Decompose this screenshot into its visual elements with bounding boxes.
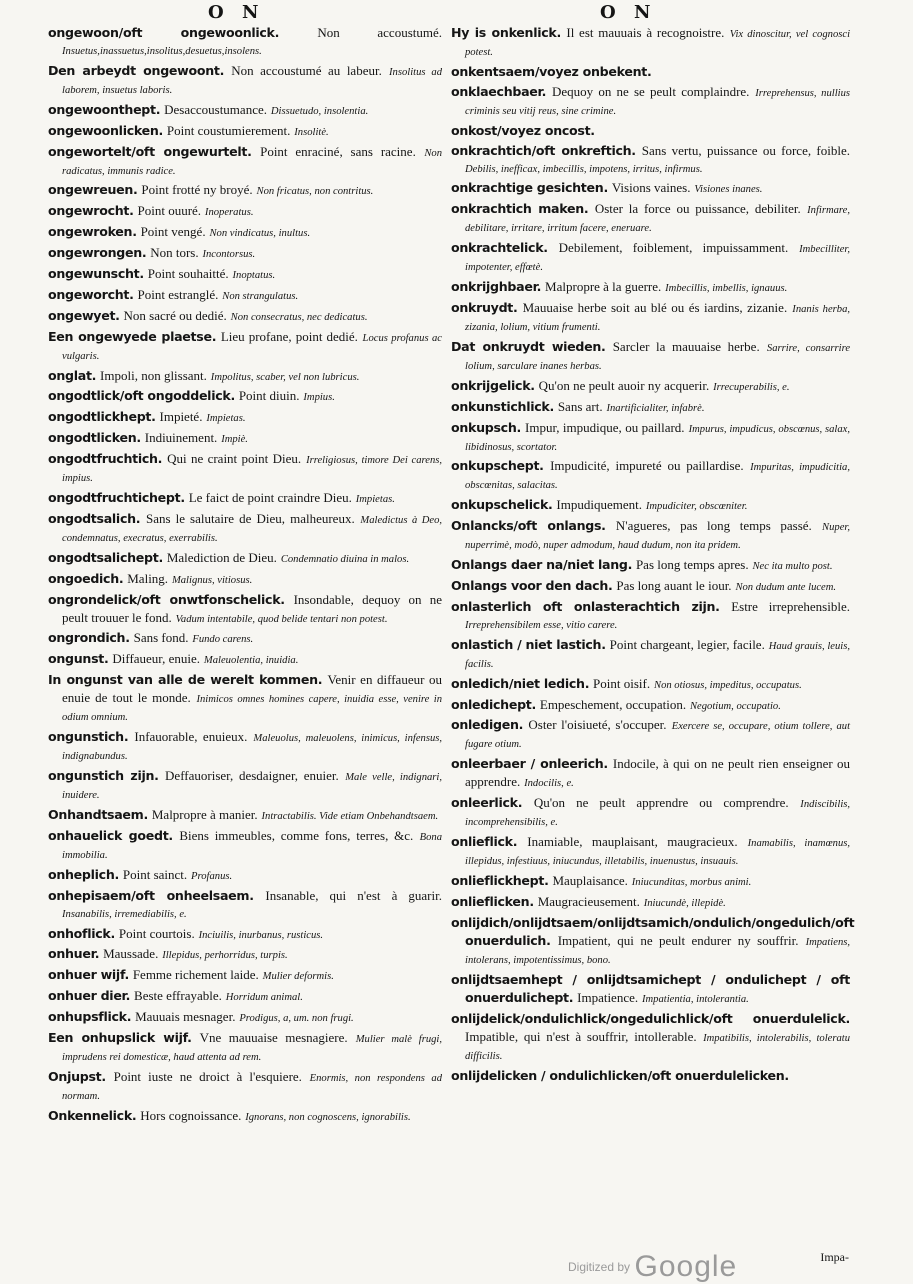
- latin-gloss: Impietas.: [206, 413, 246, 425]
- french-gloss: Non accoustumé au labeur.: [231, 62, 382, 78]
- dictionary-entry: [451, 716, 850, 753]
- headword: ongoedich.: [48, 570, 124, 586]
- headword: ongewunscht.: [48, 266, 144, 282]
- latin-gloss: Insolitè.: [294, 126, 329, 138]
- french-gloss: Indiuinement.: [144, 430, 218, 446]
- headword: ongewreuen.: [48, 182, 138, 198]
- headword: onhuer dier.: [48, 988, 131, 1004]
- latin-gloss: Impolitus, scaber, vel non lubricus.: [210, 371, 360, 383]
- headword: ongrondelick/oft onwtfonschelick.: [48, 591, 285, 607]
- latin-gloss: Impatientia, intolerantia.: [642, 993, 749, 1005]
- latin-gloss: Non consecratus, nec dedicatus.: [230, 311, 368, 323]
- dictionary-entry: [48, 728, 442, 765]
- dictionary-entry: [451, 24, 850, 61]
- headword: ongunstich zijn.: [48, 768, 159, 784]
- dictionary-entry: [451, 971, 850, 1008]
- headword: onkruydt.: [451, 300, 518, 316]
- dictionary-entry: [451, 914, 855, 969]
- dictionary-entry: [48, 945, 442, 964]
- latin-gloss: Impatibilis, intolerabilis, toleratu difficilis.: [465, 1032, 850, 1062]
- french-gloss: Oster l'oisiueté, s'occuper.: [528, 717, 667, 733]
- latin-gloss: Inanis herba, zizania, lolium, vitium frumenti.: [465, 304, 851, 334]
- latin-gloss: Non dudum ante lucem.: [735, 582, 837, 594]
- french-gloss: Impatient, qui ne peult endurer ny souffrir.: [557, 932, 799, 948]
- french-gloss: Point frotté ny broyé.: [141, 182, 253, 198]
- french-gloss: Lieu profane, point dedié.: [220, 328, 358, 344]
- latin-gloss: Impiè.: [221, 434, 248, 446]
- french-gloss: Impatible, qui n'est à souffrir, intollerable.: [465, 1028, 697, 1044]
- dictionary-entry: [48, 265, 442, 284]
- dictionary-entry: [451, 377, 850, 396]
- dictionary-entry: [48, 307, 442, 326]
- french-gloss: Point estranglé.: [137, 286, 219, 302]
- dictionary-entry: [48, 887, 442, 923]
- dictionary-entry: [451, 457, 850, 494]
- headword: onkrachtige gesichten.: [451, 180, 608, 196]
- dictionary-entry: [48, 244, 442, 263]
- dictionary-entry: [48, 202, 442, 221]
- latin-gloss: Intractabilis. Vide etiam Onbehandtsaem.: [261, 810, 439, 822]
- dictionary-entry: [48, 286, 442, 305]
- dictionary-entry: [451, 83, 850, 120]
- latin-gloss: Malignus, vitiosus.: [171, 574, 253, 586]
- headword: onklaechbaer.: [451, 83, 547, 99]
- dictionary-entry: [48, 510, 442, 547]
- latin-gloss: Condemnatio diuina in malos.: [280, 553, 410, 565]
- headword: ongewoon/oft ongewoonlick.: [48, 25, 280, 40]
- latin-gloss: Exercere se, occupare, otium tollere, aut fugare otium.: [465, 721, 851, 751]
- dictionary-entry: [451, 239, 850, 276]
- headword: onlijdelick/ondulichlick/ongedulichlick/oft onuerdulelick.: [451, 1010, 850, 1026]
- dictionary-entry: [48, 367, 442, 386]
- dictionary-entry: [48, 387, 442, 406]
- latin-gloss: Mulier malè frugi, imprudens rei domesticæ, haud attenta ad rem.: [62, 1033, 443, 1063]
- headword: onlijdich/onlijdtsaem/onlijdtsamich/ondulich/ongedulich/oft onuerdulich.: [451, 914, 855, 948]
- headword: onlastich / niet lastich.: [451, 636, 606, 652]
- dictionary-entry: [451, 517, 850, 554]
- french-gloss: Infauorable, enuieux.: [134, 729, 248, 745]
- french-gloss: Point oisif.: [593, 675, 651, 691]
- headword: onledigen.: [451, 717, 524, 733]
- dictionary-entry: [451, 675, 850, 694]
- latin-gloss: Non radicatus, immunis radice.: [62, 147, 442, 177]
- french-gloss: Non accoustumé.: [317, 25, 442, 40]
- latin-gloss: Debilis, inefficax, imbecillis, impotens, irritus, infirmus.: [465, 163, 703, 175]
- dictionary-entry: [48, 122, 442, 141]
- latin-gloss: Indocilis, e.: [524, 778, 574, 790]
- french-gloss: Beste effrayable.: [134, 988, 222, 1004]
- headword: ongewoonlicken.: [48, 122, 164, 138]
- french-gloss: Sans fond.: [133, 630, 189, 646]
- dictionary-entry: [48, 62, 442, 99]
- french-gloss: Sarcler la mauuaise herbe.: [612, 338, 760, 354]
- french-gloss: Point sainct.: [122, 866, 188, 882]
- dictionary-entry: [48, 570, 442, 589]
- dictionary-entry: [451, 696, 850, 715]
- french-gloss: Deffauoriser, desdaigner, enuier.: [165, 768, 339, 784]
- headword: Onlangs daer na/niet lang.: [451, 557, 633, 573]
- headword: onkrijghbaer.: [451, 279, 542, 295]
- headword: ongodtfruchtichept.: [48, 490, 185, 506]
- latin-gloss: Non otiosus, impeditus, occupatus.: [654, 679, 802, 691]
- headword: onkupsch.: [451, 419, 521, 435]
- dictionary-entry: [48, 806, 442, 825]
- latin-gloss: Profanus.: [191, 870, 233, 882]
- headword: onkunstichlick.: [451, 398, 554, 414]
- latin-gloss: Illepidus, perhorridus, turpis.: [162, 950, 288, 962]
- dictionary-entry: [48, 408, 442, 427]
- headword: Onhandtsaem.: [48, 806, 148, 822]
- french-gloss: Point enraciné, sans racine.: [260, 143, 416, 159]
- latin-gloss: Impuritas, impudicitia, obscœnitas, salacitas.: [465, 462, 851, 492]
- headword: onhoflick.: [48, 925, 115, 941]
- latin-gloss: Vadum intentabile, quod belide tentari non potest.: [175, 613, 388, 625]
- headword: onhauelick goedt.: [48, 827, 173, 843]
- headword: onledich/niet ledich.: [451, 675, 590, 691]
- latin-gloss: Iniucunditas, morbus animi.: [631, 877, 752, 889]
- watermark-prefix: Digitized by: [568, 1260, 631, 1274]
- headword: onlieflick.: [451, 834, 518, 850]
- dictionary-entry: [48, 925, 442, 944]
- dictionary-entry: [48, 24, 442, 60]
- french-gloss: Malpropre à manier.: [151, 806, 258, 822]
- catchword: Impa-: [820, 1250, 849, 1264]
- dictionary-entry: [451, 556, 850, 575]
- dictionary-entry: [451, 419, 850, 456]
- french-gloss: Inamiable, mauplaisant, maugracieux.: [527, 834, 738, 850]
- dictionary-entry: [48, 1008, 442, 1027]
- headword: onlasterlich oft onlasterachtich zijn.: [451, 598, 720, 614]
- french-gloss: Point courtois.: [118, 925, 195, 941]
- digitized-watermark: [568, 1250, 737, 1284]
- headword: In ongunst van alle de werelt kommen.: [48, 672, 323, 688]
- latin-gloss: Impurus, impudicus, obscœnus, salax, libidinosus, scortator.: [465, 423, 851, 453]
- latin-gloss: Irreprehensus, nullius criminis seu vitij reus, sine crimine.: [465, 87, 851, 117]
- latin-gloss: Irreligiosus, timore Dei carens, impius.: [62, 455, 443, 485]
- headword: onkrachtelick.: [451, 240, 548, 256]
- headword: onlieflicken.: [451, 893, 534, 909]
- dictionary-entry: [451, 598, 850, 634]
- french-gloss: Pas long temps apres.: [635, 557, 749, 573]
- french-gloss: Le faict de point craindre Dieu.: [188, 490, 352, 506]
- latin-gloss: Insuetus,inassuetus,insolitus,desuetus,insolens.: [62, 46, 262, 57]
- latin-gloss: Insanabilis, irremediabilis, e.: [62, 908, 187, 920]
- french-gloss: Mauuais mesnager.: [135, 1009, 236, 1025]
- headword: ongeworcht.: [48, 286, 134, 302]
- french-gloss: Qu'on ne peult auoir ny acquerir.: [538, 377, 710, 393]
- french-gloss: Indocile, à qui on ne peult rien enseigner ou apprendre.: [465, 756, 851, 790]
- header-right: O N: [600, 2, 657, 23]
- latin-gloss: Non vindicatus, inultus.: [209, 228, 311, 240]
- headword: onhepisaem/oft onheelsaem.: [48, 887, 254, 903]
- french-gloss: Dequoy on ne se peult complaindre.: [551, 83, 750, 99]
- dictionary-entry: [48, 671, 442, 726]
- headword: onkost/voyez oncost.: [451, 122, 595, 138]
- latin-gloss: Inoperatus.: [204, 207, 254, 219]
- latin-gloss: Inimicos omnes homines capere, inuidia esse, venire in odium omnium.: [62, 694, 442, 724]
- french-gloss: Empeschement, occupation.: [539, 696, 687, 712]
- dictionary-entry: [451, 833, 850, 870]
- latin-gloss: Impatiens, intolerans, impotentissimus, bono.: [465, 936, 851, 966]
- headword: onhuer wijf.: [48, 967, 129, 983]
- dictionary-entry: [48, 591, 442, 628]
- headword: ongewroken.: [48, 224, 137, 240]
- headword: onlieflickhept.: [451, 873, 549, 889]
- headword: ongewoonthept.: [48, 101, 161, 117]
- latin-gloss: Inciuilis, inurbanus, rusticus.: [198, 929, 324, 941]
- headword: onkupschept.: [451, 458, 544, 474]
- french-gloss: N'agueres, pas long temps passé.: [615, 518, 812, 534]
- latin-gloss: Maledictus à Deo, condemnatus, execratus, exerrabilis.: [62, 514, 443, 544]
- dictionary-entry: [451, 142, 850, 178]
- dictionary-entry: [48, 1068, 442, 1105]
- headword: onleerlick.: [451, 795, 523, 811]
- dictionary-entry: [451, 278, 850, 297]
- latin-gloss: Inamabilis, inamœnus, illepidus, infestiuus, iniucundus, illetabilis, inuenustus, insuauis.: [465, 838, 851, 868]
- latin-gloss: Locus profanus ac vulgaris.: [62, 332, 443, 362]
- dictionary-entry: [451, 636, 850, 673]
- latin-gloss: Mulier deformis.: [262, 971, 334, 983]
- french-gloss: Qui ne craint point Dieu.: [167, 451, 302, 467]
- headword: onheplich.: [48, 866, 119, 882]
- french-gloss: Impudicité, impureté ou paillardise.: [550, 458, 744, 474]
- dictionary-entry: [451, 338, 850, 375]
- french-gloss: Non tors.: [150, 245, 199, 261]
- french-gloss: Point vengé.: [140, 224, 206, 240]
- headword: Een onhupslick wijf.: [48, 1029, 192, 1045]
- google-logo: Google: [634, 1250, 738, 1283]
- french-gloss: Debilement, foiblement, impuissamment.: [558, 240, 789, 256]
- latin-gloss: Horridum animal.: [225, 992, 303, 1004]
- latin-gloss: Enormis, non respondens ad normam.: [62, 1072, 442, 1102]
- dictionary-entry: [451, 63, 850, 81]
- french-gloss: Malpropre à la guerre.: [545, 279, 662, 295]
- latin-gloss: Iniucundè, illepidè.: [643, 897, 726, 909]
- left-column: [48, 24, 442, 1128]
- latin-gloss: Non strangulatus.: [222, 290, 299, 302]
- dictionary-entry: [48, 629, 442, 648]
- headword: Onjupst.: [48, 1068, 106, 1084]
- latin-gloss: Impudiciter, obscœniter.: [645, 501, 748, 513]
- latin-gloss: Negotium, occupatio.: [689, 700, 781, 712]
- dictionary-entry: [48, 223, 442, 242]
- dictionary-entry: [451, 1010, 850, 1065]
- french-gloss: Insanable, qui n'est à guarir.: [265, 887, 442, 903]
- headword: Den arbeydt ongewoont.: [48, 62, 225, 78]
- french-gloss: Impudiquement.: [556, 497, 642, 513]
- latin-gloss: Ignorans, non cognoscens, ignorabilis.: [245, 1111, 411, 1123]
- latin-gloss: Inartificialiter, infabrè.: [606, 402, 705, 414]
- headword: Onkennelick.: [48, 1107, 137, 1123]
- latin-gloss: Inoptatus.: [232, 270, 276, 282]
- dictionary-entry: [451, 755, 850, 792]
- headword: onlijdelicken / ondulichlicken/oft onuerdulelicken.: [451, 1067, 789, 1083]
- latin-gloss: Irreprehensibilem esse, vitio carere.: [465, 619, 618, 631]
- headword: ongodtlicken.: [48, 430, 141, 446]
- latin-gloss: Insolitus ad laborem, insuetus laboris.: [62, 66, 443, 96]
- dictionary-entry: [48, 767, 442, 804]
- dictionary-entry: [48, 827, 442, 864]
- dictionary-entry: [48, 181, 442, 200]
- latin-gloss: Indiscibilis, incomprehensibilis, e.: [465, 799, 851, 829]
- headword: onhuer.: [48, 946, 100, 962]
- dictionary-entry: [48, 549, 442, 568]
- french-gloss: Vne mauuaise mesnagiere.: [199, 1029, 348, 1045]
- french-gloss: Pas long auant le iour.: [616, 578, 732, 594]
- french-gloss: Mauuaise herbe soit au blé ou és iardins, zizanie.: [522, 300, 788, 316]
- latin-gloss: Dissuetudo, insolentia.: [270, 105, 369, 117]
- headword: ongodtsalich.: [48, 510, 141, 526]
- french-gloss: Point chargeant, legier, facile.: [609, 636, 765, 652]
- latin-gloss: Infirmare, debilitare, irritare, irritum facere, eneruare.: [465, 205, 851, 235]
- latin-gloss: Non fricatus, non contritus.: [256, 186, 374, 198]
- french-gloss: Point souhaitté.: [147, 266, 229, 282]
- french-gloss: Non sacré ou dedié.: [123, 307, 227, 323]
- dictionary-entry: [451, 122, 850, 140]
- latin-gloss: Prodigus, a, um. non frugi.: [239, 1013, 354, 1025]
- french-gloss: Femme richement laide.: [132, 967, 259, 983]
- headword: onglat.: [48, 367, 97, 383]
- french-gloss: Desaccoustumance.: [164, 101, 267, 117]
- french-gloss: Venir en diffaueur ou enuie de tout le monde.: [62, 672, 442, 706]
- french-gloss: Sans le salutaire de Dieu, malheureux.: [145, 510, 355, 526]
- headword: Hy is onkenlick.: [451, 25, 561, 40]
- latin-gloss: Sarrire, consarrire lolium, sarculare inanes herbas.: [465, 342, 851, 372]
- headword: ongewortelt/oft ongewurtelt.: [48, 143, 252, 159]
- dictionary-entry: [48, 1029, 442, 1066]
- headword: onkupschelick.: [451, 497, 553, 513]
- headword: ongewrongen.: [48, 245, 147, 261]
- french-gloss: Sans art.: [557, 398, 603, 414]
- latin-gloss: Incontorsus.: [202, 249, 256, 261]
- french-gloss: Hors cognoissance.: [140, 1107, 242, 1123]
- latin-gloss: Fundo carens.: [192, 634, 254, 646]
- headword: ongodtlickhept.: [48, 409, 156, 425]
- headword: ongewyet.: [48, 307, 120, 323]
- right-column: [451, 24, 855, 1086]
- dictionary-entry: [48, 429, 442, 448]
- dictionary-entry: [48, 650, 442, 669]
- headword: ongewrocht.: [48, 203, 134, 219]
- french-gloss: Biens immeubles, comme fons, terres, &c.: [179, 827, 414, 843]
- latin-gloss: Bona immobilia.: [62, 831, 443, 861]
- dictionary-entry: [451, 496, 850, 515]
- headword: ongodtlick/oft ongoddelick.: [48, 388, 235, 404]
- french-gloss: Point diuin.: [238, 388, 300, 404]
- french-gloss: Diffaueur, enuie.: [112, 651, 201, 667]
- header-left: O N: [208, 2, 265, 23]
- dictionary-entry: [451, 794, 850, 831]
- latin-gloss: Imbecillis, imbellis, ignauus.: [665, 283, 788, 295]
- latin-gloss: Nuper, nuperrimè, modò, nuper admodum, haud dudum, non ita pridem.: [465, 522, 850, 552]
- dictionary-entry: [451, 1067, 850, 1085]
- french-gloss: Sans vertu, puissance ou force, foible.: [641, 142, 850, 158]
- headword: ongunst.: [48, 651, 109, 667]
- french-gloss: Maussade.: [103, 946, 159, 962]
- french-gloss: Point iuste ne droict à l'esquiere.: [113, 1068, 302, 1084]
- french-gloss: Maling.: [127, 570, 169, 586]
- headword: ongodtsalichept.: [48, 549, 163, 565]
- french-gloss: Impieté.: [159, 409, 203, 425]
- headword: onkrachtich/oft onkreftich.: [451, 142, 636, 158]
- dictionary-entry: [48, 143, 442, 180]
- headword: onkentsaem/voyez onbekent.: [451, 63, 652, 79]
- french-gloss: Point ouuré.: [137, 203, 202, 219]
- page-header: [0, 2, 913, 24]
- headword: onlijdtsaemhept / onlijdtsamichept / ondulichept / oft onuerdulichept.: [451, 971, 850, 1005]
- french-gloss: Visions vaines.: [611, 180, 691, 196]
- latin-gloss: Maleuolus, maleuolens, inimicus, infensus, indignabundus.: [62, 733, 443, 763]
- french-gloss: Oster la force ou puissance, debiliter.: [594, 201, 801, 217]
- dictionary-entry: [48, 987, 442, 1006]
- headword: ongrondich.: [48, 630, 130, 646]
- french-gloss: Mauplaisance.: [552, 873, 628, 889]
- french-gloss: Point coustumierement.: [166, 122, 291, 138]
- latin-gloss: Impius.: [303, 392, 335, 404]
- headword: onledichept.: [451, 696, 536, 712]
- french-gloss: Insondable, dequoy on ne peult trouuer le fond.: [62, 591, 442, 625]
- latin-gloss: Visiones inanes.: [694, 184, 763, 196]
- headword: onkrijgelick.: [451, 377, 535, 393]
- latin-gloss: Imbecilliter, impotenter, effœtè.: [465, 244, 851, 274]
- french-gloss: Impur, impudique, ou paillard.: [525, 419, 685, 435]
- headword: onkrachtich maken.: [451, 201, 589, 217]
- dictionary-entry: [451, 299, 850, 336]
- french-gloss: Malediction de Dieu.: [166, 549, 277, 565]
- headword: onhupsflick.: [48, 1009, 132, 1025]
- headword: Onlangs voor den dach.: [451, 578, 613, 594]
- latin-gloss: Nec ita multo post.: [752, 561, 833, 573]
- french-gloss: Il est mauuais à recognoistre.: [566, 25, 725, 40]
- french-gloss: Impoli, non glissant.: [100, 367, 207, 383]
- dictionary-entry: [48, 866, 442, 885]
- headword: Een ongewyede plaetse.: [48, 328, 217, 344]
- latin-gloss: Haud grauis, leuis, facilis.: [465, 640, 850, 670]
- dictionary-entry: [48, 1107, 442, 1126]
- dictionary-entry: [48, 328, 442, 365]
- french-gloss: Impatience.: [577, 989, 639, 1005]
- dictionary-entry: [48, 489, 442, 508]
- dictionary-entry: [451, 200, 850, 237]
- latin-gloss: Impietas.: [355, 494, 395, 506]
- headword: ongodtfruchtich.: [48, 451, 163, 467]
- dictionary-entry: [451, 577, 850, 596]
- latin-gloss: Male velle, indignari, inuidere.: [62, 772, 442, 802]
- latin-gloss: Irrecuperabilis, e.: [713, 381, 790, 393]
- headword: Onlancks/oft onlangs.: [451, 518, 606, 534]
- dictionary-entry: [451, 872, 850, 891]
- french-gloss: Maugracieusement.: [537, 893, 640, 909]
- dictionary-entry: [48, 966, 442, 985]
- dictionary-entry: [48, 450, 442, 487]
- dictionary-entry: [451, 893, 850, 912]
- headword: Dat onkruydt wieden.: [451, 338, 606, 354]
- french-gloss: Qu'on ne peult apprendre ou comprendre.: [533, 795, 789, 811]
- french-gloss: Estre irreprehensible.: [731, 598, 850, 614]
- dictionary-entry: [48, 101, 442, 120]
- dictionary-entry: [451, 398, 850, 417]
- headword: onleerbaer / onleerich.: [451, 756, 608, 772]
- headword: ongunstich.: [48, 729, 129, 745]
- latin-gloss: Maleuolentia, inuidia.: [203, 655, 299, 667]
- latin-gloss: Vix dinoscitur, vel cognosci potest.: [465, 29, 851, 58]
- dictionary-entry: [451, 179, 850, 198]
